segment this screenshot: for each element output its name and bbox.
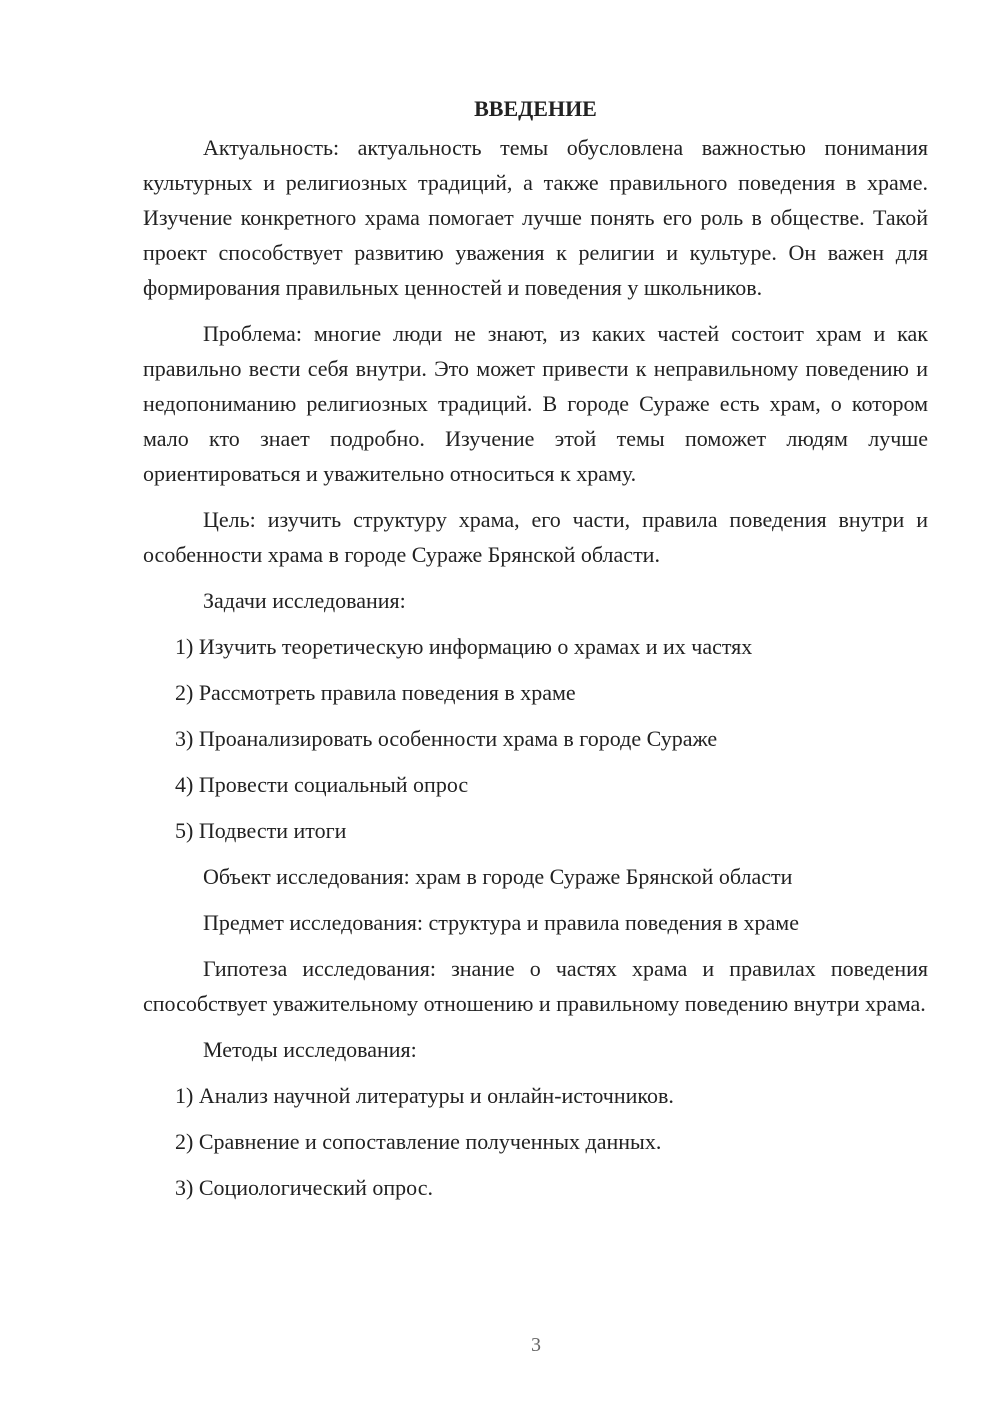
hypothesis-paragraph: Гипотеза исследования: знание о частях храма и правилах поведения способствует уважительному отношению и правильному поведению внутри храма. [143,956,928,1016]
task-item-1: 1) Изучить теоретическую информацию о храмах и их частях [175,634,753,659]
task-item-3: 3) Проанализировать особенности храма в городе Сураже [175,726,718,751]
task-item-4: 4) Провести социальный опрос [175,772,469,797]
subject-paragraph: Предмет исследования: структура и правила поведения в храме [203,910,799,935]
problem-paragraph: Проблема: многие люди не знают, из каких частей состоит храм и как правильно вести себя внутри. Это может привести к неправильному поведению и недопониманию религиозных традиций. В городе Сураже есть храм, о котором мало кто знает подробно. Изучение этой темы поможет людям лучше ориентироваться и уважительно относиться к храму. [143,321,928,486]
method-item-3: 3) Социологический опрос. [175,1175,433,1200]
goal-paragraph: Цель: изучить структуру храма, его части, правила поведения внутри и особенности храма в городе Сураже Брянской области. [143,507,928,567]
section-heading: ВВЕДЕНИЕ [474,96,597,121]
page-content [143,94,928,1216]
page-number: 3 [531,1334,541,1356]
tasks-label: Задачи исследования: [203,588,406,613]
methods-label: Методы исследования: [203,1037,417,1062]
task-item-2: 2) Рассмотреть правила поведения в храме [175,680,576,705]
method-item-1: 1) Анализ научной литературы и онлайн-источников. [175,1083,674,1108]
method-item-2: 2) Сравнение и сопоставление полученных данных. [175,1129,662,1154]
task-item-5: 5) Подвести итоги [175,818,347,843]
object-paragraph: Объект исследования: храм в городе Сураже Брянской области [203,864,793,889]
relevance-paragraph: Актуальность: актуальность темы обусловлена важностью понимания культурных и религиозных традиций, а также правильного поведения в храме. Изучение конкретного храма помогает лучше понять его роль в обществе. Такой проект способствует развитию уважения к религии и культуре. Он важен для формирования правильных ценностей и поведения у школьников. [143,135,928,300]
